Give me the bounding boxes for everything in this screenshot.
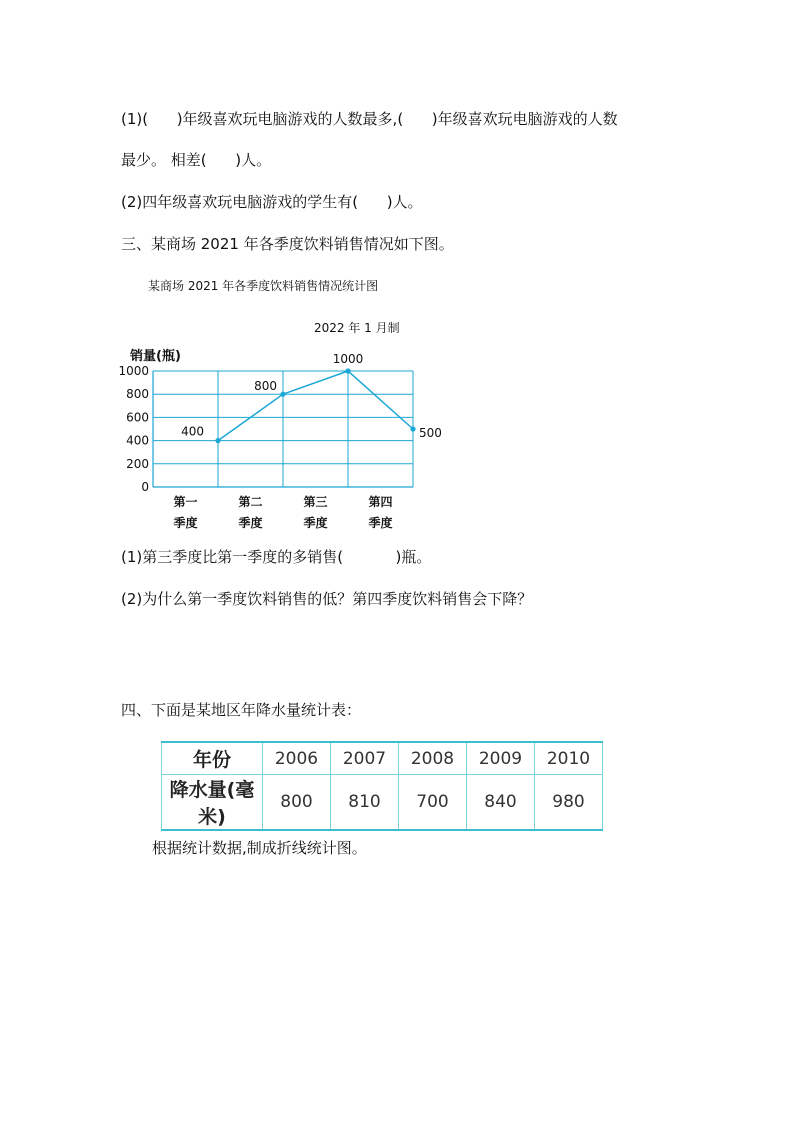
table-cell-year: 2008 — [399, 742, 467, 775]
table-cell-year: 2009 — [467, 742, 535, 775]
x-tick-labels — [173, 494, 392, 530]
data-label: 1000 — [332, 352, 364, 366]
data-label: 500 — [419, 426, 442, 440]
y-tick-label: 200 — [126, 456, 149, 471]
table-cell-value: 980 — [535, 775, 603, 831]
question-3-1: (1)第三季度比第一季度的多销售( )瓶。 — [121, 548, 432, 566]
y-tick-label: 400 — [126, 433, 149, 448]
table-row-years — [162, 742, 603, 775]
x-tick-label: 第二 — [238, 495, 263, 509]
x-tick-label: 第一 — [173, 495, 198, 509]
data-point — [215, 438, 220, 443]
y-tick-label: 0 — [141, 480, 149, 494]
table-cell-value: 700 — [399, 775, 467, 831]
y-axis-label: 销量(瓶) — [130, 349, 181, 364]
question-2-1-line2: 最少。 相差( )人。 — [121, 151, 272, 169]
table-cell-value: 800 — [263, 775, 331, 831]
x-tick-label: 季度 — [368, 516, 393, 530]
x-tick-label: 季度 — [238, 516, 263, 530]
table-instruction: 根据统计数据,制成折线统计图。 — [152, 839, 367, 857]
y-tick-labels — [118, 364, 149, 494]
x-tick-label: 第四 — [368, 495, 393, 509]
table-cell-value: 840 — [467, 775, 535, 831]
table-row-rainfall — [162, 775, 603, 831]
data-point — [345, 368, 350, 373]
y-tick-label: 600 — [126, 410, 149, 425]
table-cell-year: 2010 — [535, 742, 603, 775]
x-tick-label: 第三 — [303, 495, 328, 509]
table-cell-year: 2007 — [331, 742, 399, 775]
section-3-heading: 三、某商场 2021 年各季度饮料销售情况如下图。 — [121, 235, 454, 253]
section-4-heading: 四、下面是某地区年降水量统计表： — [121, 701, 362, 719]
table-cell-year: 2006 — [263, 742, 331, 775]
question-2-1-line1: (1)( )年级喜欢玩电脑游戏的人数最多,( )年级喜欢玩电脑游戏的人数 — [121, 110, 618, 128]
question-2-2: (2)四年级喜欢玩电脑游戏的学生有( )人。 — [121, 193, 423, 211]
table-cell-value: 810 — [331, 775, 399, 831]
x-tick-label: 季度 — [303, 516, 328, 530]
chart-title: 某商场 2021 年各季度饮料销售情况统计图 — [148, 279, 379, 293]
data-point — [280, 392, 285, 397]
data-labels — [181, 352, 442, 440]
table-header-label: 年份 — [162, 742, 263, 775]
data-points — [215, 368, 415, 443]
data-label: 800 — [254, 379, 277, 394]
x-tick-label: 季度 — [173, 516, 198, 530]
question-3-2: (2)为什么第一季度饮料销售的低？第四季度饮料销售会下降？ — [121, 590, 533, 608]
y-tick-label: 800 — [126, 387, 149, 402]
sales-line-chart — [110, 340, 442, 540]
series-line — [218, 371, 413, 441]
chart-date: 2022 年 1 月制 — [314, 321, 400, 335]
data-label: 400 — [181, 424, 204, 439]
rainfall-table — [161, 741, 603, 831]
table-row-label: 降水量(毫米) — [162, 775, 263, 831]
data-point — [410, 426, 415, 431]
y-tick-label: 1000 — [118, 364, 149, 378]
